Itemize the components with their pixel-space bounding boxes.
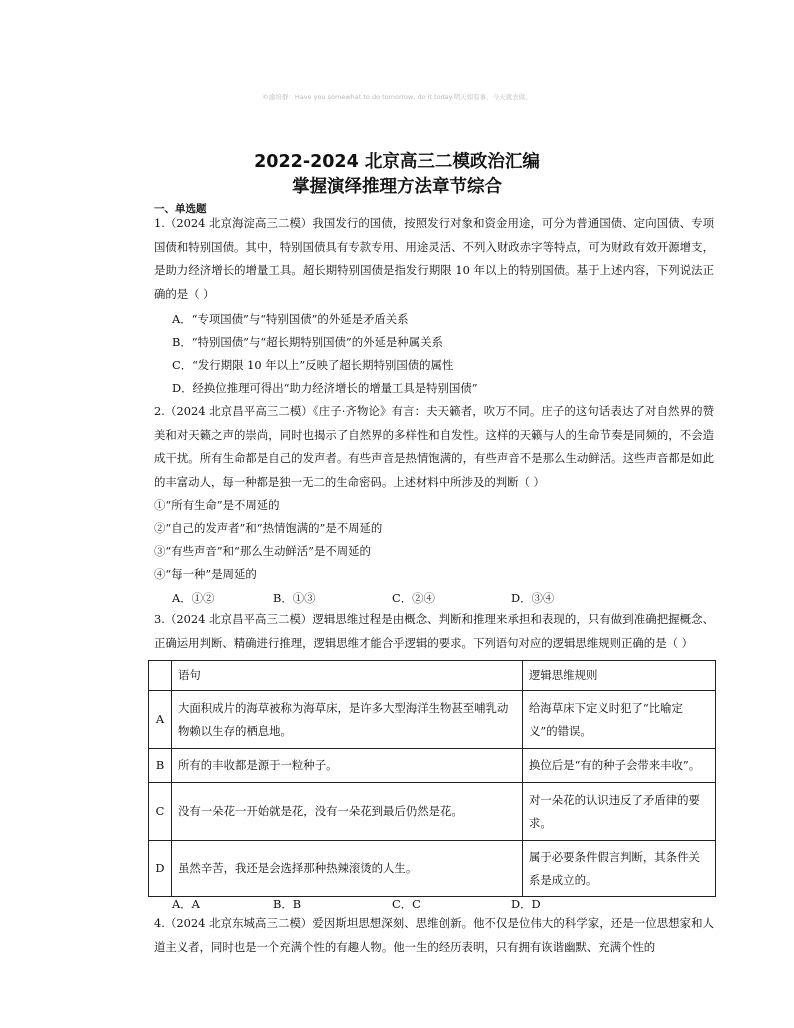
question-2-option-d: D．③④ xyxy=(511,591,555,605)
table-header-key xyxy=(149,661,172,691)
question-2-item-3: ③“有些声音”和“那么生动鲜活”是不周延的 xyxy=(154,544,371,558)
table-row-sentence: 虽然辛苦，我还是会选择那种热辣滚烫的人生。 xyxy=(172,841,523,897)
table-row-sentence: 大面积成片的海草被称为海草床，是许多大型海洋生物甚至哺乳动物赖以生存的栖息地。 xyxy=(172,691,523,749)
question-2-option-b: B．①③ xyxy=(273,591,316,605)
table-header-rule: 逻辑思维规则 xyxy=(523,661,716,691)
section-heading: 一、单选题 xyxy=(154,203,207,215)
document-subtitle: 掌握演绎推理方法章节综合 xyxy=(292,177,502,197)
question-3-option-d: D．D xyxy=(511,897,541,911)
table-header-sentence: 语句 xyxy=(172,661,523,691)
table-row-sentence: 所有的丰收都是源于一粒种子。 xyxy=(172,749,523,783)
question-2-item-2: ②“自己的发声者”和“热情饱满的”是不周延的 xyxy=(154,521,383,535)
question-4-stem: 4.（2024 北京东城高三二模）爱因斯坦思想深刻、思维创新。他不仅是位伟大的科学家，还是一位思想家和人道主义者，同时也是一个充满个性的有趣人物。他一生的经历表明，只有拥有诙谐幽默、充满个性的 xyxy=(154,916,714,954)
question-1-option-a: A．“专项国债”与“特别国债”的外延是矛盾关系 xyxy=(172,312,409,326)
table-row-rule: 对一朵花的认识违反了矛盾律的要求。 xyxy=(523,783,716,841)
table-row-rule: 给海草床下定义时犯了“比喻定义”的错误。 xyxy=(523,691,716,749)
watermark-text: ©渝培群：Have you somewhat to do tomorrow, do it today.明天如有事，今天就去做。 xyxy=(262,93,532,101)
table-row-rule: 换位后是“有的种子会带来丰收”。 xyxy=(523,749,716,783)
table-header-row xyxy=(149,661,716,691)
table-row xyxy=(149,783,716,841)
question-2-item-1: ①“所有生命”是不周延的 xyxy=(154,498,280,512)
question-1-option-b: B．“特别国债”与“超长期特别国债”的外延是种属关系 xyxy=(172,335,443,349)
question-1-option-c: C．“发行期限 10 年以上”反映了超长期特别国债的属性 xyxy=(172,358,454,372)
question-2-option-c: C．②④ xyxy=(392,591,435,605)
table-row-key: A xyxy=(149,691,172,749)
question-2-stem: 2.（2024 北京昌平高三二模）《庄子·齐物论》有言：夫天籁者，吹万不同。庄子的这句话表达了对自然界的赞美和对天籁之声的崇尚，同时也揭示了自然界的多样性和自发性。这样的天籁与人的生命节奏是同频的，不会造成干扰。所有生命都是自己的发声者。有些声音是热情饱满的，有些声音不是那么生动鲜活。这些声音都是如此的丰富动人，每一种都是独一无二的生命密码。上述材料中所涉及的判断（ ） xyxy=(154,404,714,489)
table-row xyxy=(149,691,716,749)
question-3-option-b: B．B xyxy=(273,897,302,911)
question-3-option-c: C．C xyxy=(392,897,421,911)
table-row-key: B xyxy=(149,749,172,783)
question-3-stem: 3.（2024 北京昌平高三二模）逻辑思维过程是由概念、判断和推理来承担和表现的，只有做到准确把握概念、正确运用判断、精确进行推理，逻辑思维才能合乎逻辑的要求。下列语句对应的逻辑思维规则正确的是（ ） xyxy=(154,612,714,650)
question-2-option-a: A．①② xyxy=(172,591,215,605)
question-2-item-4: ④“每一种”是周延的 xyxy=(154,567,257,581)
table-row xyxy=(149,841,716,897)
logic-rules-table xyxy=(148,660,716,897)
question-1-option-d: D．经换位推理可得出“助力经济增长的增量工具是特别国债” xyxy=(172,381,478,395)
document-title: 2022-2024 北京高三二模政治汇编 xyxy=(254,152,540,172)
table-row-key: D xyxy=(149,841,172,897)
table-row-key: C xyxy=(149,783,172,841)
table-row xyxy=(149,749,716,783)
table-row-sentence: 没有一朵花一开始就是花，没有一朵花到最后仍然是花。 xyxy=(172,783,523,841)
table-row-rule: 属于必要条件假言判断，其条件关系是成立的。 xyxy=(523,841,716,897)
question-1-stem: 1.（2024 北京海淀高三二模）我国发行的国债，按照发行对象和资金用途，可分为普通国债、定向国债、专项国债和特别国债。其中，特别国债具有专款专用、用途灵活、不列入财政赤字等特点，可为财政有效开源增支，是助力经济增长的增量工具。超长期特别国债是指发行期限 10 年以上的特别国债。基于上述内容，下列说法正确的是（ ） xyxy=(154,216,714,301)
question-3-option-a: A．A xyxy=(172,897,200,911)
